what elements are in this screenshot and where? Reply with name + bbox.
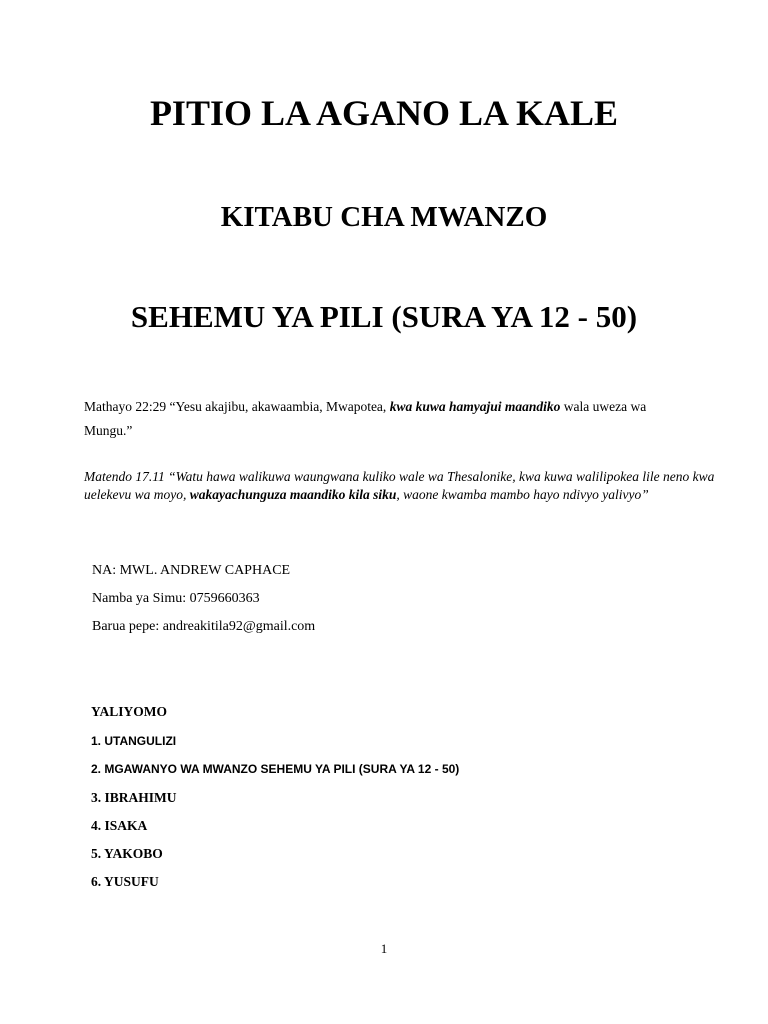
author-phone: Namba ya Simu: 0759660363 — [92, 591, 260, 606]
toc-item: 5. YAKOBO — [91, 846, 163, 861]
quote-text: , waone kwamba mambo hayo ndivyo yalivyo” — [396, 487, 649, 502]
toc-item: 3. IBRAHIMU — [91, 790, 177, 805]
quote-text: wala uweza wa Mungu.” — [84, 399, 647, 438]
author-name: NA: MWL. ANDREW CAPHACE — [92, 563, 291, 578]
page-number: 1 — [380, 941, 388, 956]
scripture-quote-matthew — [84, 395, 684, 443]
quote-text: Mathayo 22:29 “Yesu akajibu, akawaambia, Mwapotea, — [84, 399, 390, 414]
quote-emphasis: kwa kuwa hamyajui maandiko — [389, 399, 561, 414]
quote-text: Matendo 17.11 “Watu hawa walikuwa waungwana kuliko wale wa Thesalonike, kwa kuwa walilipokea lile neno kwa uelekevu wa moyo, — [84, 469, 715, 502]
scripture-quote-acts — [84, 468, 724, 504]
book-title: KITABU CHA MWANZO — [220, 201, 548, 233]
quote-emphasis: wakayachunguza maandiko kila siku — [189, 487, 397, 502]
toc-item: 6. YUSUFU — [91, 874, 159, 889]
toc-item: 2. MGAWANYO WA MWANZO SEHEMU YA PILI (SURA YA 12 - 50) — [91, 762, 460, 776]
document-title: PITIO LA AGANO LA KALE — [149, 93, 619, 133]
toc-item: 4. ISAKA — [91, 818, 148, 833]
toc-heading: YALIYOMO — [91, 704, 168, 719]
section-title: SEHEMU YA PILI (SURA YA 12 - 50) — [130, 299, 638, 334]
author-email: Barua pepe: andreakitila92@gmail.com — [92, 619, 316, 634]
toc-item: 1. UTANGULIZI — [91, 734, 177, 748]
